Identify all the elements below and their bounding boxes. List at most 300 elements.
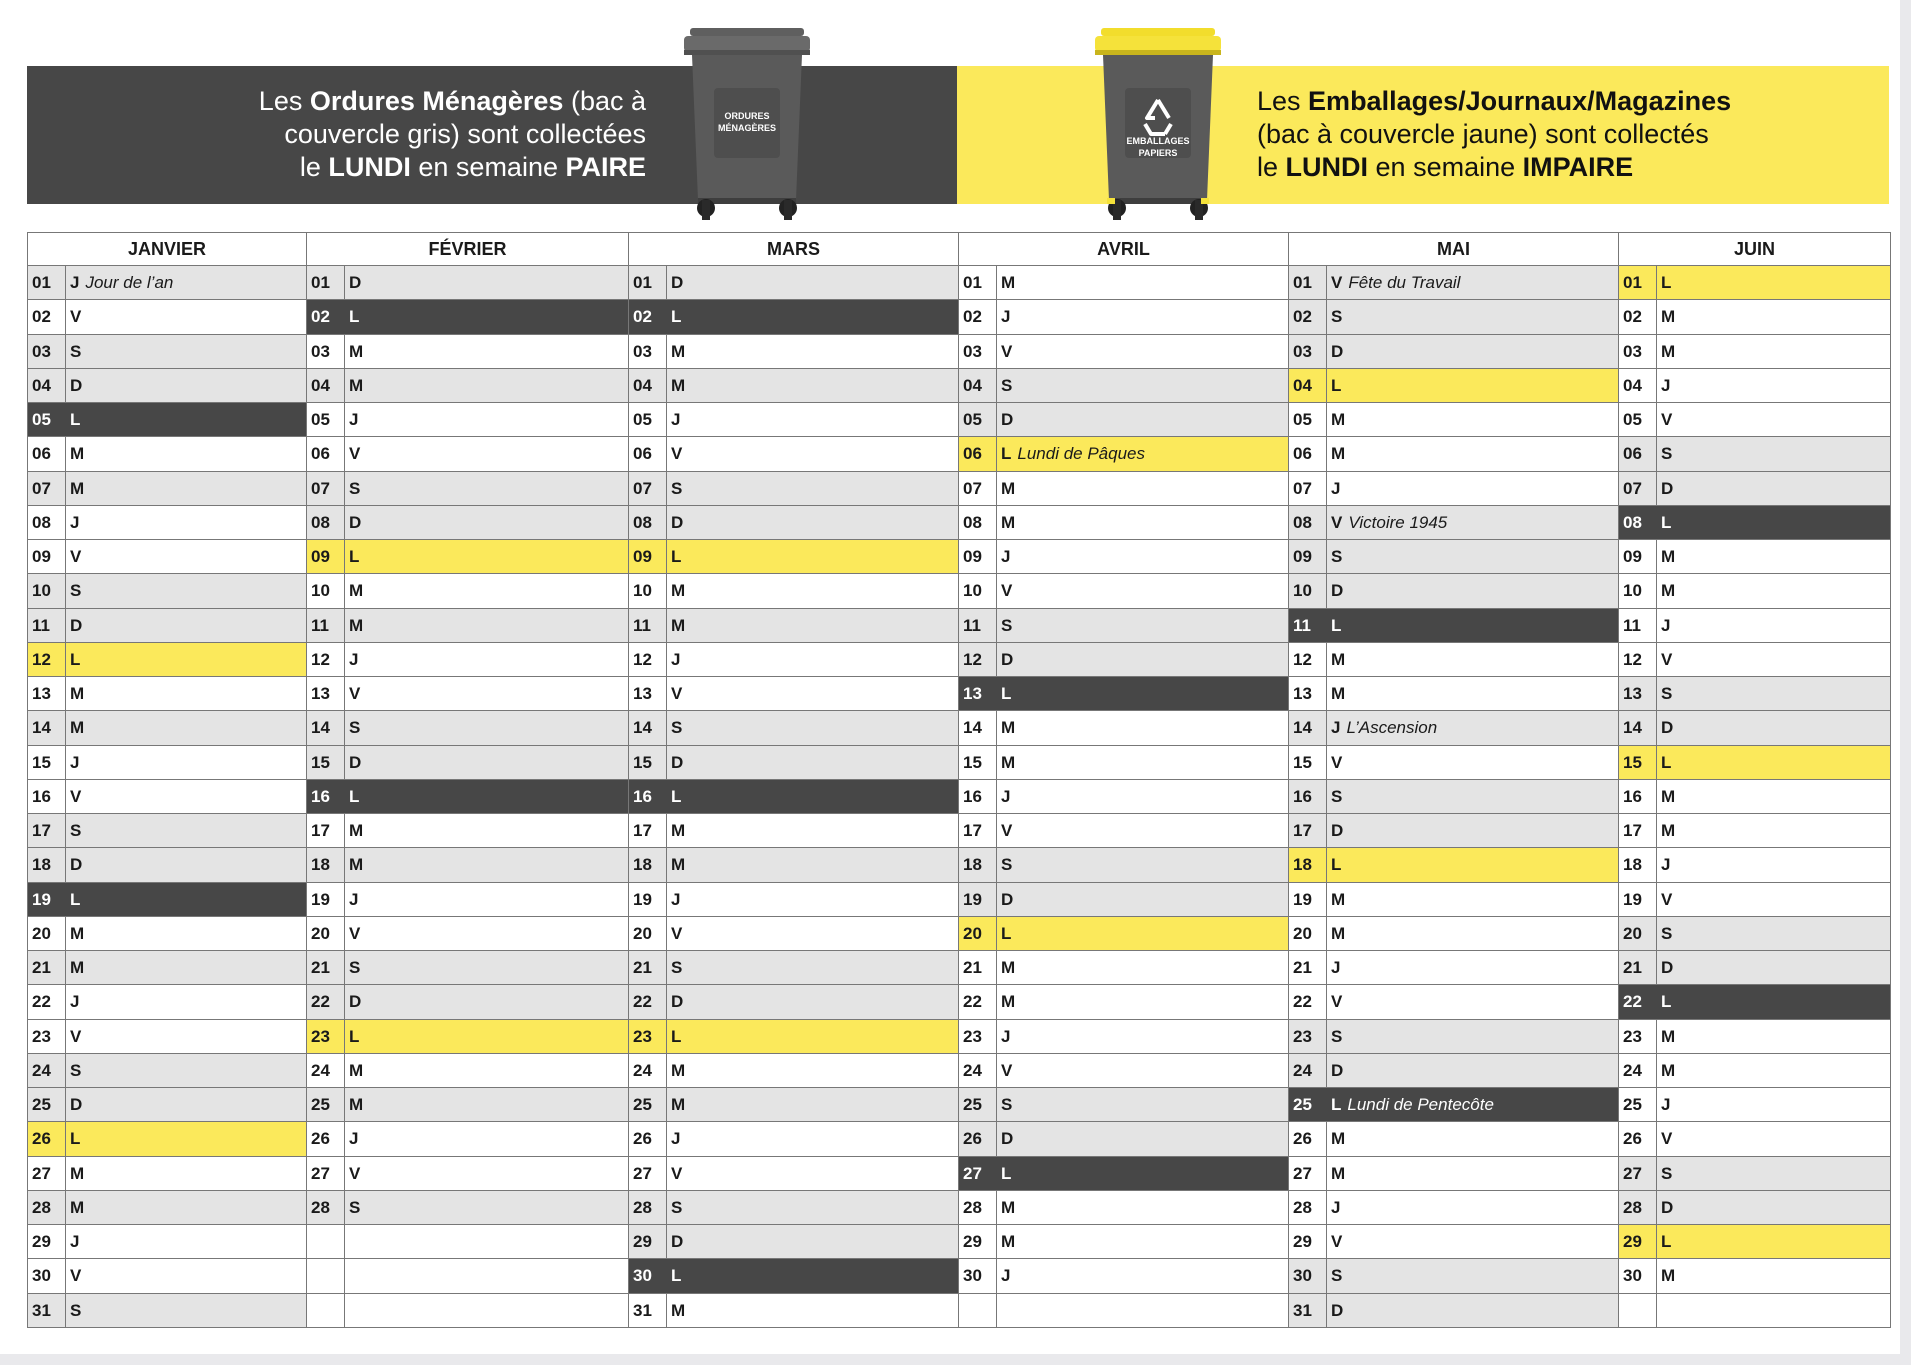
- day-cell: [307, 1191, 629, 1225]
- weekday-letter: S: [70, 1300, 82, 1320]
- day-number: 20: [28, 917, 66, 950]
- day-number: 14: [28, 711, 66, 744]
- day-number: 17: [1289, 814, 1327, 847]
- weekday-letter: L: [671, 1266, 682, 1286]
- weekday-letter: J: [349, 889, 359, 909]
- day-number: 26: [629, 1122, 667, 1155]
- day-cell-gray-collection: [1289, 609, 1619, 643]
- weekday-letter: V: [1661, 410, 1673, 429]
- weekday-letter: D: [349, 992, 362, 1012]
- weekday-letter: M: [70, 684, 85, 703]
- day-number: 28: [629, 1191, 667, 1224]
- day-cell: [959, 1191, 1289, 1225]
- day-number: 26: [28, 1122, 66, 1155]
- day-number: 30: [1289, 1259, 1327, 1292]
- day-number: 24: [1289, 1054, 1327, 1087]
- day-cell: [1619, 369, 1891, 403]
- day-cell: [959, 506, 1289, 540]
- day-number: 09: [1289, 540, 1327, 573]
- weekday-letter: J: [1661, 1095, 1671, 1114]
- weekday-letter: V: [349, 923, 361, 943]
- day-cell-yellow-collection: [28, 643, 307, 677]
- weekday-letter: D: [1001, 1129, 1014, 1149]
- day-cell: [1289, 1191, 1619, 1225]
- weekday-letter: S: [349, 958, 361, 977]
- day-number: 07: [959, 472, 997, 505]
- day-number: 01: [629, 266, 667, 299]
- yellow-bin-label: [1103, 135, 1213, 159]
- day-cell: [28, 369, 307, 403]
- empty-cell: [307, 1225, 629, 1259]
- weekday-letter: J: [1331, 1197, 1341, 1217]
- day-cell: [1619, 677, 1891, 711]
- empty-cell: [1619, 1294, 1891, 1328]
- day-cell: [959, 746, 1289, 780]
- day-number: 20: [629, 917, 667, 950]
- weekday-letter: J: [1001, 1026, 1011, 1046]
- weekday-letter: M: [1001, 478, 1016, 498]
- day-cell: [307, 951, 629, 985]
- day-cell: [1619, 335, 1891, 369]
- day-number: 18: [1619, 848, 1657, 881]
- weekday-letter: M: [1331, 1163, 1346, 1183]
- day-number: 12: [959, 643, 997, 676]
- day-number: 07: [1289, 472, 1327, 505]
- day-cell: [1289, 883, 1619, 917]
- weekday-letter: D: [1001, 889, 1014, 909]
- day-number: 12: [1619, 643, 1657, 676]
- weekday-letter: V: [1331, 752, 1343, 772]
- weekday-letter: M: [1661, 786, 1676, 806]
- holiday-label: Jour de l’an: [85, 273, 174, 292]
- day-cell-yellow-collection: [1619, 266, 1891, 300]
- yellow-bin-description: [1257, 85, 1731, 184]
- day-cell: [1619, 711, 1891, 745]
- day-number: 17: [28, 814, 66, 847]
- text: le: [299, 152, 329, 182]
- day-cell-yellow-collection: [1619, 746, 1891, 780]
- weekday-letter: L: [70, 1129, 81, 1149]
- day-cell: [1619, 403, 1891, 437]
- day-cell: [1619, 883, 1891, 917]
- weekday-letter: L: [1661, 992, 1672, 1012]
- day-cell: [1289, 300, 1619, 334]
- day-cell: [28, 1225, 307, 1259]
- weekday-letter: S: [1661, 444, 1673, 464]
- day-cell: [28, 985, 307, 1019]
- day-number: 01: [959, 266, 997, 299]
- day-number: 29: [28, 1225, 66, 1258]
- day-cell: [28, 574, 307, 608]
- day-number: 24: [629, 1054, 667, 1087]
- day-cell: [1619, 848, 1891, 882]
- weekday-letter: M: [1001, 1197, 1016, 1217]
- day-number: 10: [1619, 574, 1657, 607]
- day-cell: [1619, 1020, 1891, 1054]
- day-cell: [28, 472, 307, 506]
- weekday-letter: M: [70, 718, 85, 738]
- day-cell-gray-collection: [629, 780, 959, 814]
- day-cell: [28, 917, 307, 951]
- day-number: 08: [629, 506, 667, 539]
- day-cell: [307, 1054, 629, 1088]
- weekday-letter: D: [349, 273, 362, 292]
- day-number: 15: [959, 746, 997, 779]
- day-cell: [307, 609, 629, 643]
- weekday-letter: M: [671, 581, 686, 601]
- day-number: 21: [959, 951, 997, 984]
- day-cell: [28, 848, 307, 882]
- day-cell: [629, 711, 959, 745]
- weekday-letter: M: [1661, 341, 1676, 361]
- day-number: 25: [1619, 1088, 1657, 1121]
- day-number: 02: [629, 300, 667, 333]
- day-number: 27: [629, 1157, 667, 1190]
- weekday-letter: L: [349, 1026, 360, 1046]
- weekday-letter: M: [1661, 1026, 1676, 1046]
- weekday-letter: M: [671, 375, 686, 395]
- day-cell: [629, 335, 959, 369]
- day-number: 08: [28, 506, 66, 539]
- day-cell-yellow-collection: [307, 540, 629, 574]
- weekday-letter: M: [671, 1060, 686, 1080]
- weekday-letter: V: [1661, 889, 1673, 909]
- day-number: 13: [629, 677, 667, 710]
- weekday-letter: M: [1331, 410, 1346, 429]
- day-cell: [959, 711, 1289, 745]
- weekday-letter: D: [70, 1095, 83, 1114]
- day-cell-gray-collection: [307, 300, 629, 334]
- weekday-letter: M: [70, 1163, 85, 1183]
- day-cell: [629, 403, 959, 437]
- day-number: 29: [629, 1225, 667, 1258]
- day-cell: [959, 1225, 1289, 1259]
- day-number: 20: [307, 917, 345, 950]
- day-cell: [1289, 746, 1619, 780]
- text-bold: LUNDI: [1285, 152, 1369, 182]
- day-number: 17: [1619, 814, 1657, 847]
- day-number: 22: [629, 985, 667, 1018]
- empty-cell: [307, 1294, 629, 1328]
- day-number: 27: [1289, 1157, 1327, 1190]
- weekday-letter: D: [1331, 1300, 1344, 1320]
- day-cell: [629, 472, 959, 506]
- day-number: 09: [307, 540, 345, 573]
- day-number: 22: [959, 985, 997, 1018]
- weekday-letter: M: [1661, 307, 1676, 327]
- weekday-letter: V Fête du Travail: [1331, 273, 1461, 292]
- day-cell: [1619, 1054, 1891, 1088]
- empty-number-cell: [307, 1225, 345, 1258]
- weekday-letter: L: [70, 649, 81, 669]
- weekday-letter: J: [1661, 855, 1671, 875]
- day-number: 02: [307, 300, 345, 333]
- day-number: 07: [1619, 472, 1657, 505]
- weekday-letter: D: [1661, 958, 1674, 977]
- day-cell: [629, 985, 959, 1019]
- weekday-letter: L: [1331, 615, 1342, 635]
- day-cell: [307, 506, 629, 540]
- day-cell: [629, 437, 959, 471]
- weekday-letter: M: [349, 375, 364, 395]
- day-number: 14: [629, 711, 667, 744]
- weekday-letter: M: [1331, 649, 1346, 669]
- weekday-letter: L: [671, 1026, 682, 1046]
- weekday-letter: M: [1661, 547, 1676, 566]
- day-number: 05: [629, 403, 667, 436]
- day-cell: [1289, 403, 1619, 437]
- day-number: 18: [1289, 848, 1327, 881]
- day-cell: [307, 985, 629, 1019]
- weekday-letter: J: [1001, 1266, 1011, 1286]
- weekday-letter: M: [349, 1095, 364, 1114]
- day-number: 04: [307, 369, 345, 402]
- text: (bac à: [563, 86, 646, 116]
- day-cell: [28, 1088, 307, 1122]
- weekday-letter: S: [671, 1197, 683, 1217]
- day-cell-gray-collection: [629, 1259, 959, 1293]
- day-cell: [1289, 643, 1619, 677]
- weekday-letter: L: [349, 547, 360, 566]
- day-cell: [959, 472, 1289, 506]
- day-cell: [307, 1088, 629, 1122]
- day-number: 26: [1619, 1122, 1657, 1155]
- weekday-letter: S: [70, 821, 82, 840]
- day-cell-gray-collection: [28, 883, 307, 917]
- weekday-letter: M: [1661, 1266, 1676, 1286]
- weekday-letter: D: [1331, 821, 1344, 840]
- weekday-letter: S: [1331, 1026, 1343, 1046]
- weekday-letter: D: [671, 752, 684, 772]
- day-number: 29: [959, 1225, 997, 1258]
- weekday-letter: S: [671, 958, 683, 977]
- day-cell-gray-collection: [1619, 985, 1891, 1019]
- day-number: 18: [28, 848, 66, 881]
- weekday-letter: V: [70, 307, 82, 327]
- day-cell-gray-collection: [1619, 506, 1891, 540]
- weekday-letter: L Lundi de Pentecôte: [1331, 1095, 1494, 1114]
- day-number: 20: [1619, 917, 1657, 950]
- weekday-letter: V: [349, 684, 361, 703]
- weekday-letter: V: [70, 1266, 82, 1286]
- weekday-letter: L: [1001, 923, 1012, 943]
- day-cell: [1619, 540, 1891, 574]
- day-number: 19: [629, 883, 667, 916]
- day-number: 01: [1619, 266, 1657, 299]
- weekday-letter: S: [1331, 786, 1343, 806]
- day-cell: [1619, 814, 1891, 848]
- day-number: 19: [28, 883, 66, 916]
- day-cell: [1289, 540, 1619, 574]
- day-number: 06: [629, 437, 667, 470]
- day-cell: [1289, 1225, 1619, 1259]
- day-number: 23: [307, 1020, 345, 1053]
- weekday-letter: D: [1661, 718, 1674, 738]
- day-number: 03: [28, 335, 66, 368]
- weekday-letter: D: [1331, 341, 1344, 361]
- gray-bin-label: [692, 110, 802, 134]
- day-number: 25: [307, 1088, 345, 1121]
- weekday-letter: S: [1331, 1266, 1343, 1286]
- day-cell-gray-collection: [1289, 1088, 1619, 1122]
- day-number: 03: [1619, 335, 1657, 368]
- weekday-letter: V: [671, 1163, 683, 1183]
- day-cell: [959, 1259, 1289, 1293]
- day-number: 21: [307, 951, 345, 984]
- weekday-letter: S: [70, 341, 82, 361]
- day-number: 14: [1289, 711, 1327, 744]
- weekday-letter: D: [671, 512, 684, 532]
- weekday-letter: S: [70, 581, 82, 601]
- empty-cell: [959, 1294, 1289, 1328]
- day-cell-yellow-collection: [1619, 1225, 1891, 1259]
- day-cell: [959, 300, 1289, 334]
- weekday-letter: J: [349, 649, 359, 669]
- bin-label-line: ORDURES: [724, 111, 770, 121]
- day-number: 15: [28, 746, 66, 779]
- text: (bac à couvercle jaune) sont collectés: [1257, 119, 1709, 149]
- weekday-letter: L: [1661, 752, 1672, 772]
- day-number: 01: [1289, 266, 1327, 299]
- weekday-letter: M: [1331, 923, 1346, 943]
- holiday-label: Lundi de Pentecôte: [1347, 1095, 1494, 1114]
- day-cell-yellow-collection: [629, 1020, 959, 1054]
- day-number: 26: [1289, 1122, 1327, 1155]
- day-cell: [959, 814, 1289, 848]
- day-cell: [629, 643, 959, 677]
- day-number: 04: [28, 369, 66, 402]
- weekday-letter: D: [671, 273, 684, 292]
- weekday-letter: M: [1001, 1232, 1016, 1251]
- weekday-letter: D: [1661, 478, 1674, 498]
- weekday-letter: L: [349, 307, 360, 327]
- day-cell: [629, 369, 959, 403]
- day-number: 18: [629, 848, 667, 881]
- weekday-letter: V Victoire 1945: [1331, 512, 1448, 532]
- weekday-letter: L: [1661, 512, 1672, 532]
- day-cell: [307, 848, 629, 882]
- day-cell: [307, 746, 629, 780]
- text: Les: [258, 86, 310, 116]
- day-number: 03: [1289, 335, 1327, 368]
- day-cell: [307, 1157, 629, 1191]
- weekday-letter: L: [1661, 1232, 1672, 1251]
- day-cell: [1619, 437, 1891, 471]
- day-cell: [28, 1020, 307, 1054]
- weekday-letter: J: [671, 410, 681, 429]
- weekday-letter: M: [70, 478, 85, 498]
- day-cell: [1619, 1088, 1891, 1122]
- day-cell-gray-collection: [629, 300, 959, 334]
- day-number: 11: [28, 609, 66, 642]
- weekday-letter: J: [1331, 958, 1341, 977]
- day-cell: [307, 677, 629, 711]
- day-number: 26: [307, 1122, 345, 1155]
- day-number: 06: [28, 437, 66, 470]
- day-number: 21: [28, 951, 66, 984]
- day-cell: [28, 711, 307, 745]
- day-number: 16: [1289, 780, 1327, 813]
- day-number: 09: [629, 540, 667, 573]
- day-cell: [1289, 814, 1619, 848]
- weekday-letter: L: [1001, 684, 1012, 703]
- day-cell: [1619, 472, 1891, 506]
- day-number: 26: [959, 1122, 997, 1155]
- day-number: 10: [959, 574, 997, 607]
- day-cell: [1289, 1157, 1619, 1191]
- day-number: 18: [959, 848, 997, 881]
- day-cell: [1289, 506, 1619, 540]
- day-cell: [1289, 472, 1619, 506]
- weekday-letter: L: [1661, 273, 1672, 292]
- day-number: 30: [959, 1259, 997, 1292]
- day-cell: [1619, 300, 1891, 334]
- day-number: 11: [959, 609, 997, 642]
- day-cell: [959, 266, 1289, 300]
- day-number: 16: [307, 780, 345, 813]
- weekday-letter: D: [70, 375, 83, 395]
- weekday-letter: V: [671, 444, 683, 464]
- weekday-letter: M: [1001, 512, 1016, 532]
- day-cell: [307, 711, 629, 745]
- weekday-letter: L: [349, 786, 360, 806]
- day-number: 11: [307, 609, 345, 642]
- day-number: 22: [307, 985, 345, 1018]
- day-cell-yellow-collection: [1289, 369, 1619, 403]
- day-cell: [1619, 1157, 1891, 1191]
- day-number: 22: [1289, 985, 1327, 1018]
- month-header: FÉVRIER: [307, 233, 629, 266]
- weekday-letter: J: [1001, 547, 1011, 566]
- text-bold: PAIRE: [565, 152, 646, 182]
- day-number: 11: [1619, 609, 1657, 642]
- day-number: 13: [307, 677, 345, 710]
- weekday-letter: V: [671, 923, 683, 943]
- weekday-letter: J: [1331, 478, 1341, 498]
- day-number: 04: [1289, 369, 1327, 402]
- day-cell: [307, 883, 629, 917]
- day-cell: [959, 1020, 1289, 1054]
- weekday-letter: D: [1661, 1197, 1674, 1217]
- weekday-letter: V: [349, 1163, 361, 1183]
- day-cell: [1289, 1020, 1619, 1054]
- day-number: 16: [959, 780, 997, 813]
- day-cell: [959, 1088, 1289, 1122]
- day-number: 10: [629, 574, 667, 607]
- day-cell: [959, 1054, 1289, 1088]
- day-cell-yellow-collection: [629, 540, 959, 574]
- day-number: 13: [1289, 677, 1327, 710]
- day-number: 23: [959, 1020, 997, 1053]
- weekday-letter: V: [671, 684, 683, 703]
- day-cell-gray-collection: [307, 780, 629, 814]
- day-cell: [629, 1088, 959, 1122]
- day-cell-gray-collection: [28, 403, 307, 437]
- weekday-letter: V: [1001, 821, 1013, 840]
- empty-cell: [307, 1259, 629, 1293]
- weekday-letter: V: [70, 1026, 82, 1046]
- weekday-letter: S: [70, 1060, 82, 1080]
- weekday-letter: D: [671, 992, 684, 1012]
- day-number: 14: [959, 711, 997, 744]
- day-cell: [307, 643, 629, 677]
- weekday-letter: S: [1331, 307, 1343, 327]
- day-number: 11: [629, 609, 667, 642]
- weekday-letter: M: [1661, 821, 1676, 840]
- weekday-letter: V: [1331, 992, 1343, 1012]
- day-number: 02: [1289, 300, 1327, 333]
- weekday-letter: L: [671, 307, 682, 327]
